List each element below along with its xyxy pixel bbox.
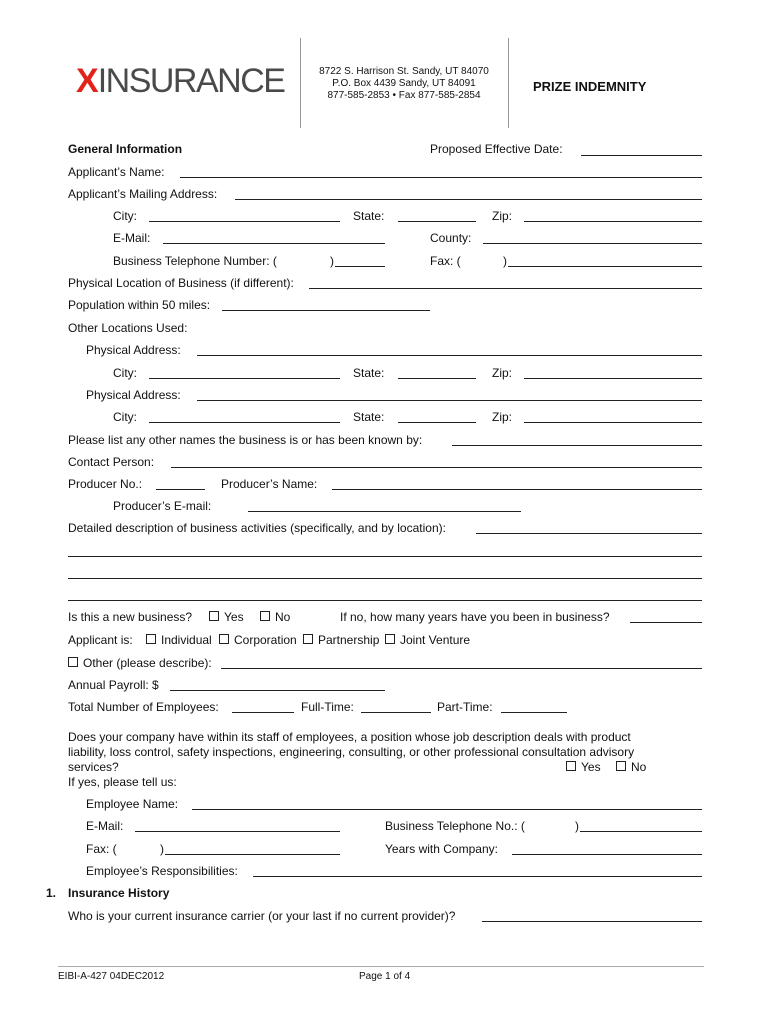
part-time-label: Part-Time: (437, 700, 493, 714)
employee-phone-label: Business Telephone No.: ( (385, 819, 525, 833)
physical-location-field[interactable] (309, 288, 702, 289)
zip-2-field[interactable] (524, 378, 702, 379)
physical-address-1-field[interactable] (197, 355, 702, 356)
current-carrier-label: Who is your current insurance carrier (or your last if no current provider)? (68, 909, 456, 923)
employee-email-field[interactable] (135, 831, 340, 832)
business-description-label: Detailed description of business activities (specifically, and by location): (68, 521, 446, 535)
employee-name-label: Employee Name: (86, 797, 179, 811)
physical-address-2-field[interactable] (197, 400, 702, 401)
state-2-label: State: (353, 366, 385, 380)
address-line-1: 8722 S. Harrison St. Sandy, UT 84070 (319, 66, 489, 77)
county-label: County: (430, 231, 472, 245)
full-time-label: Full-Time: (301, 700, 354, 714)
state-field[interactable] (398, 221, 476, 222)
other-names-field[interactable] (452, 445, 702, 446)
checkbox-icon[interactable] (219, 634, 229, 644)
mailing-address-label: Applicant’s Mailing Address: (68, 187, 218, 201)
applicant-is-label: Applicant is: (68, 633, 133, 647)
section-heading-general: General Information (68, 142, 183, 156)
city-3-field[interactable] (149, 422, 340, 423)
full-time-field[interactable] (361, 712, 431, 713)
employee-phone-field[interactable] (580, 831, 702, 832)
applicant-name-label: Applicant’s Name: (68, 165, 165, 179)
checkbox-icon[interactable] (616, 761, 626, 771)
form-id: EIBI-A-427 04DEC2012 (58, 971, 165, 982)
option-label: Other (please describe): (83, 656, 212, 670)
producer-email-label: Producer’s E-mail: (113, 499, 212, 513)
annual-payroll-label: Annual Payroll: $ (68, 678, 159, 692)
section-number-1: 1. (46, 886, 57, 900)
physical-location-label: Physical Location of Business (if different): (68, 276, 294, 290)
physical-address-1-label: Physical Address: (86, 343, 181, 357)
responsibilities-field[interactable] (253, 876, 702, 877)
employee-email-label: E-Mail: (86, 819, 124, 833)
option-label: No (275, 610, 291, 624)
business-description-field-2[interactable] (68, 556, 702, 557)
fax-paren: ) (503, 254, 507, 268)
checkbox-icon[interactable] (260, 611, 270, 621)
other-entity-option[interactable] (68, 656, 212, 670)
state-3-label: State: (353, 410, 385, 424)
county-field[interactable] (483, 243, 702, 244)
footer-rule (58, 966, 704, 967)
other-entity-field[interactable] (221, 668, 702, 669)
email-field[interactable] (163, 243, 385, 244)
annual-payroll-field[interactable] (170, 690, 385, 691)
fax-label: Fax: ( (430, 254, 461, 268)
employee-fax-field[interactable] (165, 854, 340, 855)
new-business-label: Is this a new business? (68, 610, 193, 624)
if-yes-label: If yes, please tell us: (68, 775, 177, 789)
staff-yes-option[interactable] (566, 760, 601, 774)
staff-question-line-2: liability, loss control, safety inspections, engineering, consulting, or other professional consultation advisory (68, 745, 635, 759)
logo-mark: X (76, 62, 98, 100)
company-address (306, 66, 502, 102)
option-label: Joint Venture (400, 633, 471, 647)
business-description-field-4[interactable] (68, 600, 702, 601)
city-2-label: City: (113, 366, 137, 380)
zip-field[interactable] (524, 221, 702, 222)
zip-label: Zip: (492, 209, 513, 223)
employee-name-field[interactable] (192, 809, 702, 810)
option-label: Yes (224, 610, 244, 624)
mailing-address-field[interactable] (235, 199, 702, 200)
partnership-option[interactable] (303, 633, 379, 647)
zip-2-label: Zip: (492, 366, 513, 380)
producer-name-field[interactable] (332, 489, 702, 490)
address-line-2: P.O. Box 4439 Sandy, UT 84091 (332, 78, 476, 89)
population-field[interactable] (222, 310, 430, 311)
address-line-3: 877-585-2853 • Fax 877-585-2854 (327, 90, 481, 101)
new-business-yes-option[interactable] (209, 610, 244, 624)
company-logo (76, 62, 284, 102)
business-description-field-3[interactable] (68, 578, 702, 579)
state-3-field[interactable] (398, 422, 476, 423)
years-in-business-field[interactable] (630, 622, 702, 623)
section-heading-insurance-history: Insurance History (68, 886, 170, 900)
checkbox-icon[interactable] (303, 634, 313, 644)
effective-date-label: Proposed Effective Date: (430, 142, 563, 156)
employee-phone-paren: ) (575, 819, 579, 833)
business-phone-label: Business Telephone Number: ( (113, 254, 277, 268)
city-field[interactable] (149, 221, 340, 222)
checkbox-icon[interactable] (209, 611, 219, 621)
checkbox-icon[interactable] (68, 657, 78, 667)
business-phone-field[interactable] (335, 266, 385, 267)
other-locations-label: Other Locations Used: (68, 321, 188, 335)
employee-fax-label: Fax: ( (86, 842, 117, 856)
population-label: Population within 50 miles: (68, 298, 211, 312)
city-3-label: City: (113, 410, 137, 424)
option-label: Individual (161, 633, 212, 647)
header-divider-right (508, 38, 509, 128)
checkbox-icon[interactable] (146, 634, 156, 644)
other-names-label: Please list any other names the business is or has been known by: (68, 433, 423, 447)
fax-field[interactable] (508, 266, 702, 267)
email-label: E-Mail: (113, 231, 151, 245)
option-label: No (631, 760, 647, 774)
new-business-no-option[interactable] (260, 610, 290, 624)
total-employees-field[interactable] (232, 712, 294, 713)
producer-name-label: Producer’s Name: (221, 477, 318, 491)
years-in-business-label: If no, how many years have you been in business? (340, 610, 610, 624)
contact-person-label: Contact Person: (68, 455, 155, 469)
staff-question-line-1: Does your company have within its staff of employees, a position whose job description deals with product (68, 730, 631, 744)
employee-fax-paren: ) (160, 842, 164, 856)
staff-no-option[interactable] (616, 760, 646, 774)
city-2-field[interactable] (149, 378, 340, 379)
total-employees-label: Total Number of Employees: (68, 700, 219, 714)
contact-person-field[interactable] (171, 467, 702, 468)
producer-email-field[interactable] (248, 511, 521, 512)
individual-option[interactable] (146, 633, 212, 647)
form-title: PRIZE INDEMNITY (533, 79, 647, 94)
page-number: Page 1 of 4 (359, 971, 411, 982)
corporation-option[interactable] (219, 633, 297, 647)
effective-date-field[interactable] (581, 155, 702, 156)
current-carrier-field[interactable] (482, 921, 702, 922)
zip-3-label: Zip: (492, 410, 513, 424)
option-label: Partnership (318, 633, 380, 647)
business-phone-paren: ) (330, 254, 334, 268)
producer-no-label: Producer No.: (68, 477, 143, 491)
state-label: State: (353, 209, 385, 223)
part-time-field[interactable] (501, 712, 567, 713)
option-label: Corporation (234, 633, 297, 647)
city-label: City: (113, 209, 137, 223)
staff-question-line-3: services? (68, 760, 119, 774)
joint-venture-option[interactable] (385, 633, 470, 647)
checkbox-icon[interactable] (385, 634, 395, 644)
option-label: Yes (581, 760, 601, 774)
responsibilities-label: Employee’s Responsibilities: (86, 864, 238, 878)
years-with-company-label: Years with Company: (385, 842, 498, 856)
applicant-name-field[interactable] (180, 177, 702, 178)
producer-no-field[interactable] (156, 489, 205, 490)
state-2-field[interactable] (398, 378, 476, 379)
years-with-company-field[interactable] (512, 854, 702, 855)
checkbox-icon[interactable] (566, 761, 576, 771)
logo-text: INSURANCE (97, 62, 285, 100)
header-divider-left (300, 38, 301, 128)
business-description-field-1[interactable] (476, 533, 702, 534)
zip-3-field[interactable] (524, 422, 702, 423)
physical-address-2-label: Physical Address: (86, 388, 181, 402)
